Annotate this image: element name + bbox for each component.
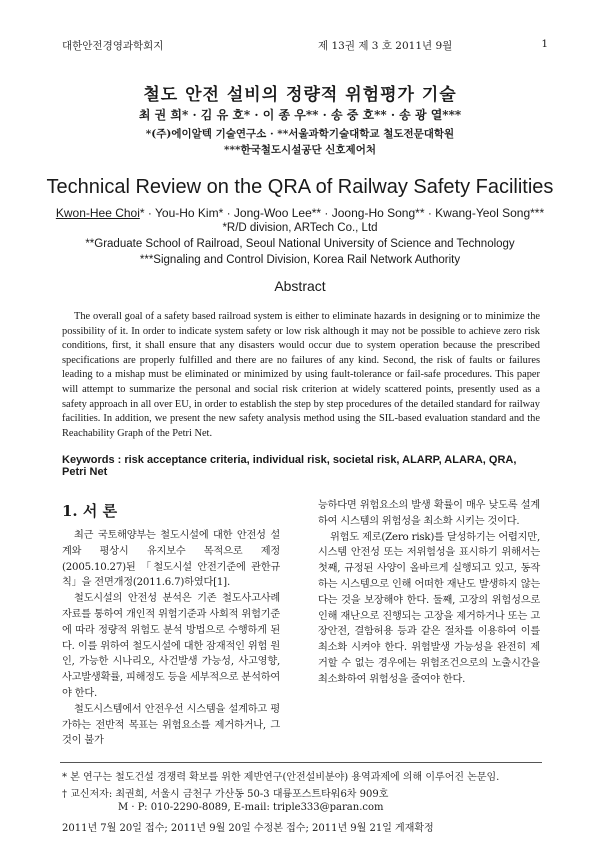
running-header	[62, 38, 548, 53]
footnote-corresponding: † 교신저자: 최권희, 서울시 금천구 가산동 50-3 대륭포스트타워6차 909호	[62, 789, 389, 800]
first-author: Kwon-Hee Choi	[55, 206, 140, 220]
left-column	[62, 528, 280, 749]
affiliation-korean-2: ***한국철도시설공단 신호제어처	[224, 144, 376, 156]
affiliation-english-1: *R/D division, ARTech Co., Ltd	[222, 222, 378, 234]
paragraph: 철도시스템에서 안전우선 시스템을 설계하고 평가하는 전반적 목표는 위험요소를 제거하거나, 그것이 불가	[62, 703, 280, 747]
abstract-heading: Abstract	[274, 278, 326, 294]
section-title: 1. 서 론	[62, 502, 118, 520]
affiliation-korean-1: *(주)에이알텍 기술연구소 · **서울과학기술대학교 철도전문대학원	[145, 128, 455, 140]
right-column	[318, 498, 540, 688]
paragraph: 최근 국토해양부는 철도시설에 대한 안전성 설계와 평상시 유지보수 목적으로 제정(2005.10.27)된 「철도시설 안전기준에 관한규칙」을 전면개정(2011.6.7)하였다[1].	[62, 530, 280, 589]
journal-name: 대한안전경영과학회지	[62, 40, 164, 52]
abstract-text: The overall goal of a safety based railroad system is either to eliminate hazards in designing or to minimize the possibility of it. In order to indicate system safety or low risk although it may not be possible to achieve zero risk conditions, first, it shall ensure that any disasters would occur due to system operation because the prescribed specifications are properly fulfilled and there are no failures of any kind. Second, the risk of faults or failures leading to a mishap must be eliminated or minimized by using fault-tolerance or fail-safe procedures. This paper will attempt to summarize the personal and social risk criterion at widely scattered points, presently used as a safety approach in all over EU, in order to establish the step by step procedures of the detailed standard for railway facilities. In addition, we present the new safety analysis method using the SIL-based evaluation standard and the Reachability Graph of the Petri Net.	[62, 311, 540, 439]
other-authors: * · You-Ho Kim* · Jong-Woo Lee** · Joong-Ho Song** · Kwang-Yeol Song***	[139, 206, 545, 220]
volume-info: 제 13권 제 3 호 2011년 9월	[318, 40, 453, 52]
title-korean: 철도 안전 설비의 정량적 위험평가 기술	[143, 85, 457, 105]
authors-korean: 최 권 희* · 김 유 호* · 이 종 우** · 송 중 호** · 송 광 열***	[138, 108, 462, 122]
keywords: Keywords : risk acceptance criteria, individual risk, societal risk, ALARP, ALARA, QRA, Petri Net	[62, 454, 517, 478]
page-number: 1	[541, 38, 548, 50]
paragraph: 위험도 제로(Zero risk)를 달성하기는 어렵지만, 시스템 안전성 또는 저위험성을 표시하기 위해서는 첫째, 규정된 사양이 올바르게 실행되고 있고, 동작하는 시스템으로 인해 어떠한 재난도 발생하지 않는다는 것을 보장해야 한다. 둘째, 고장의 위험성으로 인해 재난으로 진행되는 고장을 제거하거나 또는 고장안전, 결함허용 등과 같은 절차를 이용하여 이를 최소화 시켜야 한다. 위험발생 가능성을 완전히 제거할 수 없는 경우에는 위험조건으로의 노출시간을 최소화하여 위험성을 줄여야 한다.	[318, 531, 540, 685]
footnote-dates: 2011년 7월 20일 접수; 2011년 9월 20일 수정본 접수; 2011년 9월 21일 게재확정	[62, 823, 434, 834]
affiliation-english-2: **Graduate School of Railroad, Seoul National University of Science and Technology	[85, 238, 515, 250]
authors-english	[0, 206, 600, 220]
title-english: Technical Review on the QRA of Railway Safety Facilities	[46, 176, 554, 198]
footnote-funding: * 본 연구는 철도건설 경쟁력 확보를 위한 제반연구(안전설비분야) 용역과제에 의해 이루어진 논문임.	[62, 772, 500, 783]
footnote-divider	[60, 762, 542, 763]
footnote-contact: M · P: 010-2290-8089, E-mail: triple333@paran.com	[118, 802, 384, 813]
affiliation-english-3: ***Signaling and Control Division, Korea Rail Network Authority	[139, 254, 461, 266]
paragraph: 철도시설의 안전성 분석은 기존 철도사고사례 자료를 통하여 개인적 위험기준과 사회적 위험기준에 따라 정량적 위험도 분석 방법으로 수행하게 된다. 이를 위하여 철도시설에 대한 잠재적인 위험 원인, 가능한 시나리오, 사건발생 가능성, 사고영향, 사고발생확률, 피해정도 등을 세부적으로 분석하여야 한다.	[62, 593, 280, 699]
paragraph: 능하다면 위험요소의 발생 확률이 매우 낮도록 설계하여 시스템의 위험성을 최소화 시키는 것이다.	[318, 500, 540, 527]
